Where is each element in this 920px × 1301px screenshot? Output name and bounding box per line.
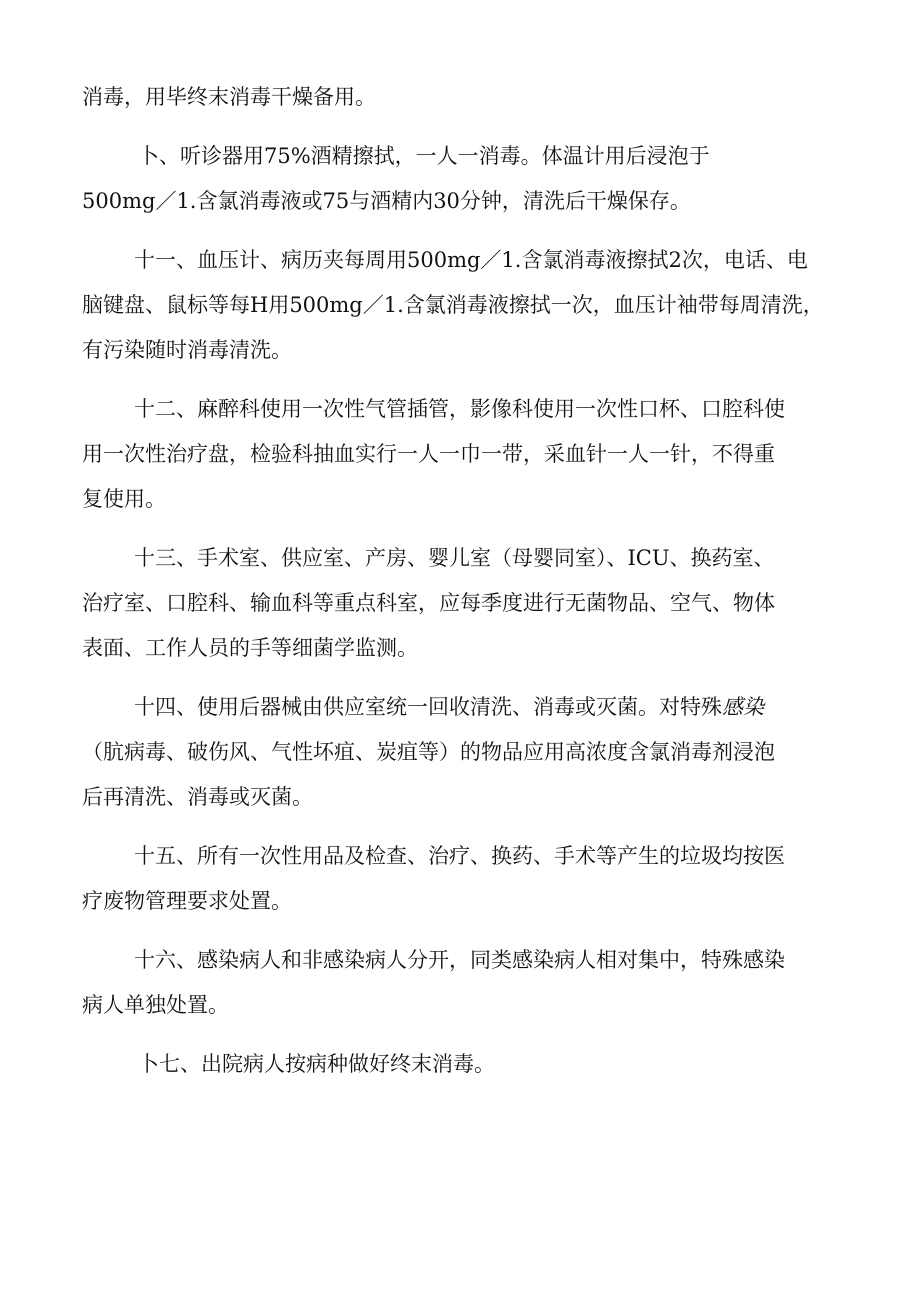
- text-line: 脑键盘、鼠标等每H用500mg／1.含氯消毒液擦拭一次，血压计袖带每周清洗，: [82, 293, 824, 317]
- text-line: 卜、听诊器用75%酒精擦拭，一人一消毒。体温计用后浸泡于: [138, 144, 710, 168]
- paragraph-item-12: [82, 387, 842, 522]
- text-line: 疗废物管理要求处置。: [82, 889, 292, 913]
- text-line: 卜七、出院病人按病种做好终末消毒。: [138, 1052, 495, 1076]
- text-line: 十六、感染病人和非感染病人分开，同类感染病人相对集中，特殊感染: [134, 948, 785, 972]
- text-segment: 十四、使用后器械由供应室统一回收清洗、消毒或灭菌。对特殊: [134, 695, 722, 719]
- paragraph-item-11: [82, 238, 842, 373]
- text-line: 治疗室、口腔科、输血科等重点科室，应每季度进行无菌物品、空气、物体: [82, 591, 775, 615]
- text-line: 500mg／1.含氯消毒液或75与酒精内30分钟，清洗后干燥保存。: [82, 189, 691, 213]
- text-line: 十三、手术室、供应室、产房、婴儿室（母婴同室）、ICU、换药室、: [134, 546, 775, 570]
- paragraph-item-17: [82, 1042, 842, 1087]
- text-line: 消毒，用毕终末消毒干燥备用。: [82, 85, 376, 109]
- text-line: 十二、麻醉科使用一次性气管插管，影像科使用一次性口杯、口腔科使: [134, 397, 785, 421]
- paragraph-item-16: [82, 938, 842, 1028]
- paragraph-item-15: [82, 834, 842, 924]
- paragraph-continued: [82, 75, 842, 120]
- text-line: （肮病毒、破伤风、气性坏疽、炭疽等）的物品应用高浓度含氯消毒剂浸泡: [82, 740, 775, 764]
- text-line: 十一、血压计、病历夹每周用500mg／1.含氯消毒液擦拭2次，电话、电: [134, 248, 808, 272]
- text-line: 后再清洗、消毒或灭菌。: [82, 785, 313, 809]
- text-line: 表面、工作人员的手等细菌学监测。: [82, 636, 418, 660]
- text-line: 复使用。: [82, 487, 166, 511]
- paragraph-item-10: [82, 134, 842, 224]
- text-line: 用一次性治疗盘，检验科抽血实行一人一巾一带，采血针一人一针，不得重: [82, 442, 775, 466]
- text-line: [82, 685, 842, 730]
- paragraph-item-13: [82, 536, 842, 671]
- text-line: 有污染随时消毒清洗。: [82, 338, 292, 362]
- paragraph-item-14: [82, 685, 842, 820]
- text-segment-italic: 感染: [722, 695, 764, 719]
- text-line: 十五、所有一次性用品及检查、治疗、换药、手术等产生的垃圾均按医: [134, 844, 785, 868]
- text-line: 病人单独处置。: [82, 993, 229, 1017]
- document-body: [82, 75, 842, 1101]
